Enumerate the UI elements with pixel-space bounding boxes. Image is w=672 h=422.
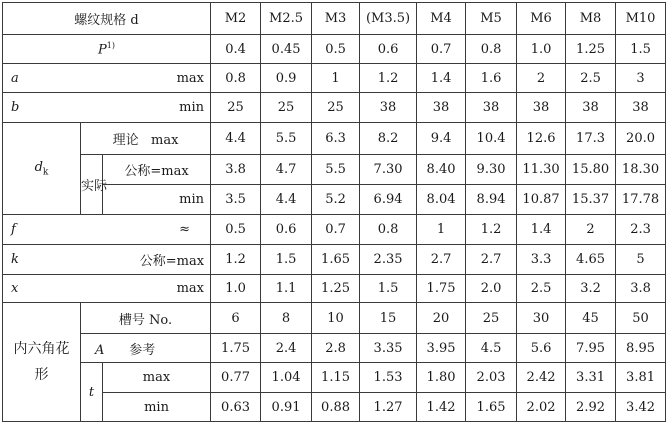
table-cell: 2.42 bbox=[517, 363, 566, 393]
table-cell: 18.30 bbox=[616, 155, 666, 185]
table-cell: 4.4 bbox=[261, 185, 312, 215]
table-cell: 1.25 bbox=[566, 35, 616, 64]
table-row-t-max bbox=[3, 363, 666, 393]
table-cell: 1.65 bbox=[312, 245, 360, 275]
table-row-a bbox=[3, 64, 666, 93]
size-header: M4 bbox=[417, 3, 466, 35]
hexalobular-label: 内六角花形 bbox=[3, 303, 81, 422]
f-qualifier: ≈ bbox=[81, 215, 211, 245]
table-cell: 0.8 bbox=[211, 64, 261, 93]
table-row-b bbox=[3, 93, 666, 123]
table-cell: 0.7 bbox=[417, 35, 466, 64]
table-cell: 7.30 bbox=[360, 155, 417, 185]
table-cell: 2 bbox=[517, 64, 566, 93]
table-cell: 2.8 bbox=[312, 334, 360, 363]
dk-symbol: $d_k$ bbox=[3, 123, 81, 215]
table-cell: 17.3 bbox=[566, 123, 616, 155]
table-cell: 0.7 bbox=[312, 215, 360, 245]
size-header: (M3.5) bbox=[360, 3, 417, 35]
table-cell: 1.42 bbox=[417, 393, 466, 422]
table-cell: 8.95 bbox=[616, 334, 666, 363]
table-cell: 1.4 bbox=[517, 215, 566, 245]
table-cell: 1.65 bbox=[466, 393, 517, 422]
table-cell: 3.3 bbox=[517, 245, 566, 275]
table-cell: 2.0 bbox=[466, 275, 517, 303]
table-row-f bbox=[3, 215, 666, 245]
table-cell: 1.6 bbox=[466, 64, 517, 93]
table-cell: 0.91 bbox=[261, 393, 312, 422]
table-row-t-min bbox=[3, 393, 666, 422]
slot-no-label: 槽号 No. bbox=[81, 303, 211, 334]
table-cell: 8.04 bbox=[417, 185, 466, 215]
table-cell: 1.0 bbox=[517, 35, 566, 64]
table-cell: 25 bbox=[466, 303, 517, 334]
table-cell: 15 bbox=[360, 303, 417, 334]
table-cell: 38 bbox=[566, 93, 616, 123]
table-cell: 1.15 bbox=[312, 363, 360, 393]
table-cell: 1.27 bbox=[360, 393, 417, 422]
table-cell: 10.4 bbox=[466, 123, 517, 155]
dk-actual-label: 实际 bbox=[81, 155, 103, 215]
table-cell: 4.5 bbox=[466, 334, 517, 363]
x-symbol: x bbox=[3, 275, 81, 303]
table-cell: 2.7 bbox=[466, 245, 517, 275]
size-header: M8 bbox=[566, 3, 616, 35]
table-cell: 1.0 bbox=[211, 275, 261, 303]
table-cell: 3.31 bbox=[566, 363, 616, 393]
table-cell: 11.30 bbox=[517, 155, 566, 185]
table-cell: 20 bbox=[417, 303, 466, 334]
table-cell: 1.5 bbox=[261, 245, 312, 275]
table-cell: 1.2 bbox=[360, 64, 417, 93]
table-row-x bbox=[3, 275, 666, 303]
table-cell: 1.4 bbox=[417, 64, 466, 93]
table-cell: 1.53 bbox=[360, 363, 417, 393]
table-cell: 38 bbox=[517, 93, 566, 123]
table-cell: 0.9 bbox=[261, 64, 312, 93]
A-reference-label: A 参考 bbox=[81, 334, 211, 363]
x-qualifier: max bbox=[81, 275, 211, 303]
table-cell: 3.35 bbox=[360, 334, 417, 363]
table-cell: 1.1 bbox=[261, 275, 312, 303]
table-cell: 10.87 bbox=[517, 185, 566, 215]
table-header-row bbox=[3, 3, 666, 35]
table-cell: 0.63 bbox=[211, 393, 261, 422]
dk-min-label: min bbox=[103, 185, 211, 215]
table-cell: 1.75 bbox=[211, 334, 261, 363]
table-cell: 1.5 bbox=[616, 35, 666, 64]
table-row-k bbox=[3, 245, 666, 275]
table-cell: 4.4 bbox=[211, 123, 261, 155]
table-cell: 0.8 bbox=[466, 35, 517, 64]
table-cell: 0.5 bbox=[312, 35, 360, 64]
table-cell: 8.94 bbox=[466, 185, 517, 215]
table-row-slot-no bbox=[3, 303, 666, 334]
table-cell: 1.2 bbox=[466, 215, 517, 245]
table-cell: 2.35 bbox=[360, 245, 417, 275]
table-cell: 2 bbox=[566, 215, 616, 245]
b-qualifier: min bbox=[81, 93, 211, 123]
table-cell: 8 bbox=[261, 303, 312, 334]
screw-dimension-table bbox=[2, 2, 666, 422]
table-cell: 3 bbox=[616, 64, 666, 93]
table-cell: 5.5 bbox=[312, 155, 360, 185]
size-header: M2.5 bbox=[261, 3, 312, 35]
t-min-label: min bbox=[103, 393, 211, 422]
table-cell: 5.6 bbox=[517, 334, 566, 363]
table-cell: 25 bbox=[261, 93, 312, 123]
table-cell: 50 bbox=[616, 303, 666, 334]
table-cell: 8.2 bbox=[360, 123, 417, 155]
table-cell: 6 bbox=[211, 303, 261, 334]
table-cell: 0.45 bbox=[261, 35, 312, 64]
b-symbol: b bbox=[3, 93, 81, 123]
table-row-pitch bbox=[3, 35, 666, 64]
table-cell: 1.80 bbox=[417, 363, 466, 393]
table-cell: 3.8 bbox=[616, 275, 666, 303]
table-cell: 8.40 bbox=[417, 155, 466, 185]
pitch-footnote: 1) bbox=[106, 40, 115, 50]
table-cell: 1 bbox=[312, 64, 360, 93]
table-cell: 0.8 bbox=[360, 215, 417, 245]
size-header: M6 bbox=[517, 3, 566, 35]
table-cell: 38 bbox=[417, 93, 466, 123]
table-cell: 4.7 bbox=[261, 155, 312, 185]
dk-theory-label: 理论 max bbox=[81, 123, 211, 155]
table-cell: 38 bbox=[616, 93, 666, 123]
table-cell: 1.2 bbox=[211, 245, 261, 275]
table-row-A-reference bbox=[3, 334, 666, 363]
table-cell: 17.78 bbox=[616, 185, 666, 215]
table-cell: 2.4 bbox=[261, 334, 312, 363]
table-row-dk-actual-max bbox=[3, 155, 666, 185]
table-row-dk-theory bbox=[3, 123, 666, 155]
table-cell: 38 bbox=[466, 93, 517, 123]
table-cell: 25 bbox=[211, 93, 261, 123]
table-cell: 15.37 bbox=[566, 185, 616, 215]
table-cell: 20.0 bbox=[616, 123, 666, 155]
table-cell: 0.88 bbox=[312, 393, 360, 422]
table-cell: 30 bbox=[517, 303, 566, 334]
table-cell: 0.4 bbox=[211, 35, 261, 64]
k-qualifier: 公称=max bbox=[81, 245, 211, 275]
table-cell: 0.6 bbox=[261, 215, 312, 245]
table-cell: 3.8 bbox=[211, 155, 261, 185]
table-cell: 5.2 bbox=[312, 185, 360, 215]
table-cell: 3.81 bbox=[616, 363, 666, 393]
a-symbol: a bbox=[3, 64, 81, 93]
t-symbol: t bbox=[81, 363, 103, 422]
table-cell: 0.6 bbox=[360, 35, 417, 64]
table-cell: 5 bbox=[616, 245, 666, 275]
table-cell: 6.3 bbox=[312, 123, 360, 155]
table-cell: 2.5 bbox=[517, 275, 566, 303]
k-symbol: k bbox=[3, 245, 81, 275]
pitch-symbol: P bbox=[98, 42, 107, 58]
table-cell: 4.65 bbox=[566, 245, 616, 275]
pitch-label bbox=[3, 35, 211, 64]
table-cell: 38 bbox=[360, 93, 417, 123]
table-cell: 2.5 bbox=[566, 64, 616, 93]
t-max-label: max bbox=[103, 363, 211, 393]
table-cell: 2.02 bbox=[517, 393, 566, 422]
table-cell: 9.4 bbox=[417, 123, 466, 155]
a-qualifier: max bbox=[81, 64, 211, 93]
table-cell: 2.92 bbox=[566, 393, 616, 422]
table-cell: 1.25 bbox=[312, 275, 360, 303]
table-cell: 3.5 bbox=[211, 185, 261, 215]
table-cell: 3.2 bbox=[566, 275, 616, 303]
table-cell: 15.80 bbox=[566, 155, 616, 185]
size-header: M10 bbox=[616, 3, 666, 35]
table-cell: 10 bbox=[312, 303, 360, 334]
table-cell: 12.6 bbox=[517, 123, 566, 155]
table-cell: 3.42 bbox=[616, 393, 666, 422]
dk-nominal-max-label: 公称=max bbox=[103, 155, 211, 185]
table-cell: 2.3 bbox=[616, 215, 666, 245]
thread-spec-header: 螺纹规格 d bbox=[3, 3, 211, 35]
table-cell: 7.95 bbox=[566, 334, 616, 363]
table-cell: 1.5 bbox=[360, 275, 417, 303]
size-header: M2 bbox=[211, 3, 261, 35]
table-cell: 45 bbox=[566, 303, 616, 334]
table-cell: 0.5 bbox=[211, 215, 261, 245]
table-cell: 9.30 bbox=[466, 155, 517, 185]
table-cell: 0.77 bbox=[211, 363, 261, 393]
size-header: M3 bbox=[312, 3, 360, 35]
table-cell: 1.75 bbox=[417, 275, 466, 303]
table-cell: 1 bbox=[417, 215, 466, 245]
table-cell: 5.5 bbox=[261, 123, 312, 155]
f-symbol: f bbox=[3, 215, 81, 245]
table-cell: 3.95 bbox=[417, 334, 466, 363]
table-cell: 1.04 bbox=[261, 363, 312, 393]
table-cell: 2.03 bbox=[466, 363, 517, 393]
table-cell: 2.7 bbox=[417, 245, 466, 275]
table-cell: 6.94 bbox=[360, 185, 417, 215]
table-cell: 25 bbox=[312, 93, 360, 123]
size-header: M5 bbox=[466, 3, 517, 35]
